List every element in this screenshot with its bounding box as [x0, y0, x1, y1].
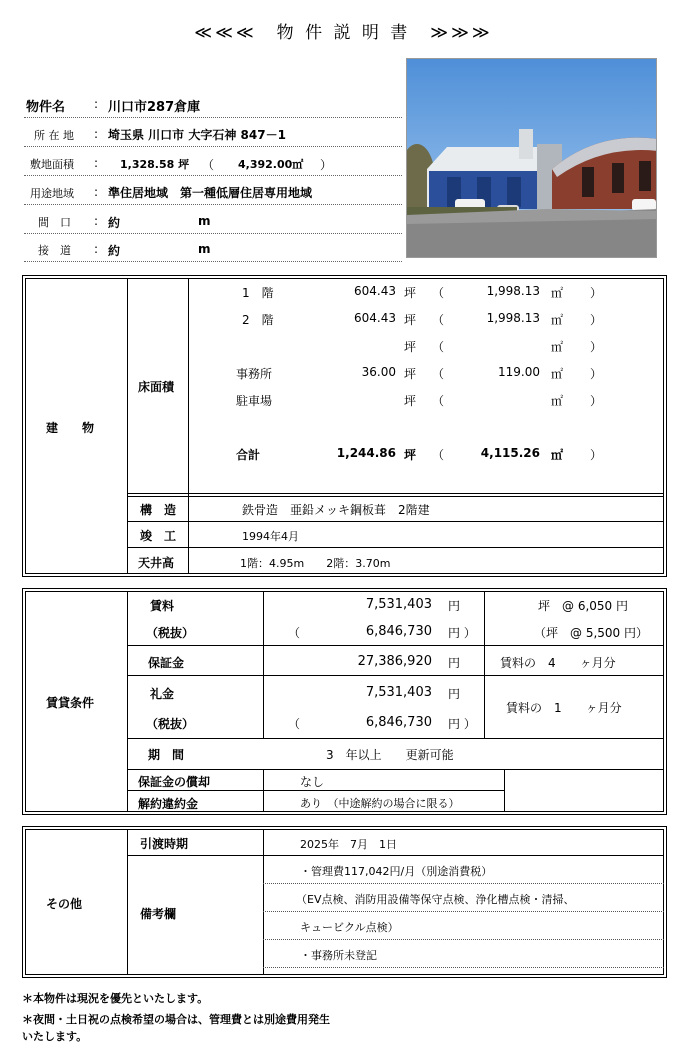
lease-section-label: 賃貸条件 [46, 696, 95, 710]
colon: : [94, 185, 99, 199]
deposit-months: 賃料の 4 ヶ月分 [500, 656, 616, 670]
key-money-ex-tax-value: 6,846,730 [365, 715, 432, 730]
colon: : [94, 97, 99, 111]
floor-tsubo: 36.00 [361, 365, 396, 379]
address-label: 所 在 地 [34, 129, 74, 142]
handover-value: 2025年 7月 1日 [300, 838, 397, 851]
divider [24, 175, 402, 176]
rent-per-tsubo: 坪 @ 6,050 円 [538, 599, 628, 613]
paren: （ [432, 340, 445, 354]
footnote: いたします。 [22, 1030, 88, 1043]
floor-m2: 1,998.13 [486, 311, 540, 325]
paren: ） [590, 394, 603, 408]
document-title: ≪≪≪ 物 件 説 明 書 ≫≫≫ [194, 23, 493, 43]
paren: ） [590, 367, 603, 381]
address-value: 埼玉県 川口市 大字石神 847－1 [108, 128, 286, 142]
zoning-value: 準住居地域 第一種低層住居専用地域 [108, 186, 313, 200]
divider [24, 146, 402, 147]
yen-unit: 円 [448, 687, 461, 701]
m2-unit: ㎡ [551, 313, 564, 327]
land-area-label: 敷地面積 [30, 158, 74, 171]
remark-line: ・事務所未登記 [300, 949, 377, 962]
floor-area-label: 床面積 [138, 380, 175, 394]
zoning-label: 用途地域 [30, 187, 74, 200]
m2-unit: ㎡ [551, 394, 564, 408]
tsubo-unit: 坪 [404, 394, 417, 408]
floor-name: 駐車場 [236, 394, 273, 408]
paren: ） [590, 313, 603, 327]
property-name-value: 川口市287倉庫 [108, 100, 201, 115]
rent-value: 7,531,403 [365, 597, 432, 612]
rent-label: 賃料 [150, 599, 175, 613]
yen-unit: 円 [448, 599, 461, 613]
total-label: 合計 [236, 448, 261, 462]
frontage-value: 約 [108, 216, 121, 230]
ceiling-value: 1階：4.95m 2階：3.70m [240, 557, 391, 570]
paren: （ [288, 717, 301, 731]
remark-line: キュービクル点検） [300, 921, 399, 934]
yen-unit: 円 ） [448, 626, 476, 640]
road-unit: m [198, 242, 211, 256]
rent-ex-tax-label: （税抜） [146, 626, 195, 640]
other-section-label: その他 [46, 897, 83, 911]
key-money-label: 礼金 [150, 687, 175, 701]
paren: （ [288, 626, 301, 640]
tsubo-unit: 坪 [404, 286, 417, 300]
floor-name: 1 階 [242, 286, 274, 300]
floor-tsubo: 604.43 [354, 284, 396, 298]
floor-name: 2 階 [242, 313, 274, 327]
ceiling-label: 天井高 [138, 556, 175, 570]
floor-m2: 119.00 [498, 365, 540, 379]
land-area-paren: ） [320, 158, 333, 172]
remarks-label: 備考欄 [140, 907, 177, 921]
divider [24, 261, 402, 262]
m2-unit: ㎡ [551, 448, 564, 462]
colon: : [94, 214, 99, 228]
paren: ） [590, 448, 603, 462]
paren: （ [432, 367, 445, 381]
term-label: 期 間 [148, 748, 185, 762]
key-money-months: 賃料の 1 ヶ月分 [506, 701, 622, 715]
deposit-value: 27,386,920 [357, 654, 432, 669]
structure-value: 鉄骨造 亜鉛メッキ鋼板葺 2階建 [242, 503, 430, 517]
road-label: 接 道 [38, 244, 71, 257]
paren: ） [590, 340, 603, 354]
deposit-amortization-label: 保証金の償却 [138, 775, 211, 789]
m2-unit: ㎡ [551, 340, 564, 354]
term-value: 3 年以上 更新可能 [326, 748, 454, 762]
footnote: ＊本物件は現況を優先といたします。 [22, 992, 209, 1005]
building-section-label: 建 物 [46, 421, 95, 435]
yen-unit: 円 ） [448, 717, 476, 731]
remark-line: （EV点検、消防用設備等保守点検、浄化槽点検・清掃、 [296, 893, 575, 906]
rent-ex-tax-value: 6,846,730 [365, 624, 432, 639]
property-photo [406, 58, 657, 258]
floor-tsubo: 604.43 [354, 311, 396, 325]
land-area-m2: 4,392.00㎡ [238, 158, 304, 171]
key-money-ex-tax-label: （税抜） [146, 717, 195, 731]
tsubo-unit: 坪 [404, 340, 417, 354]
structure-label: 構 造 [140, 503, 177, 517]
road-value: 約 [108, 244, 121, 258]
frontage-label: 間 口 [38, 216, 71, 229]
colon: : [94, 242, 99, 256]
key-money-value: 7,531,403 [365, 685, 432, 700]
m2-unit: ㎡ [551, 286, 564, 300]
tsubo-unit: 坪 [404, 367, 417, 381]
rent-ex-per-tsubo: （坪 @ 5,500 円） [534, 626, 648, 640]
cancellation-penalty-value: あり （中途解約の場合に限る） [300, 797, 460, 810]
colon: : [94, 156, 99, 170]
deposit-label: 保証金 [148, 656, 185, 670]
handover-label: 引渡時期 [140, 837, 189, 851]
total-m2: 4,115.26 [480, 446, 540, 460]
divider [24, 117, 402, 118]
paren: （ [432, 394, 445, 408]
colon: : [94, 127, 99, 141]
land-area-paren: （ [202, 158, 215, 172]
deposit-amortization-value: なし [300, 775, 325, 789]
remark-line: ・管理費117,042円/月（別途消費税） [300, 865, 493, 878]
paren: （ [432, 313, 445, 327]
divider [24, 204, 402, 205]
footnote: ＊夜間・土日祝の点検希望の場合は、管理費とは別途費用発生 [22, 1013, 330, 1026]
floor-name: 事務所 [236, 367, 273, 381]
divider [24, 233, 402, 234]
built-label: 竣 工 [140, 529, 177, 543]
yen-unit: 円 [448, 656, 461, 670]
frontage-unit: m [198, 214, 211, 228]
paren: （ [432, 448, 445, 462]
m2-unit: ㎡ [551, 367, 564, 381]
property-name-label: 物件名 [26, 100, 66, 115]
tsubo-unit: 坪 [404, 448, 417, 462]
cancellation-penalty-label: 解約違約金 [138, 797, 199, 811]
built-value: 1994年4月 [242, 530, 299, 543]
tsubo-unit: 坪 [404, 313, 417, 327]
warehouse-photo-image [407, 59, 657, 258]
total-tsubo: 1,244.86 [336, 446, 396, 460]
paren: ） [590, 286, 603, 300]
floor-m2: 1,998.13 [486, 284, 540, 298]
paren: （ [432, 286, 445, 300]
land-area-tsubo: 1,328.58 坪 [120, 158, 190, 171]
